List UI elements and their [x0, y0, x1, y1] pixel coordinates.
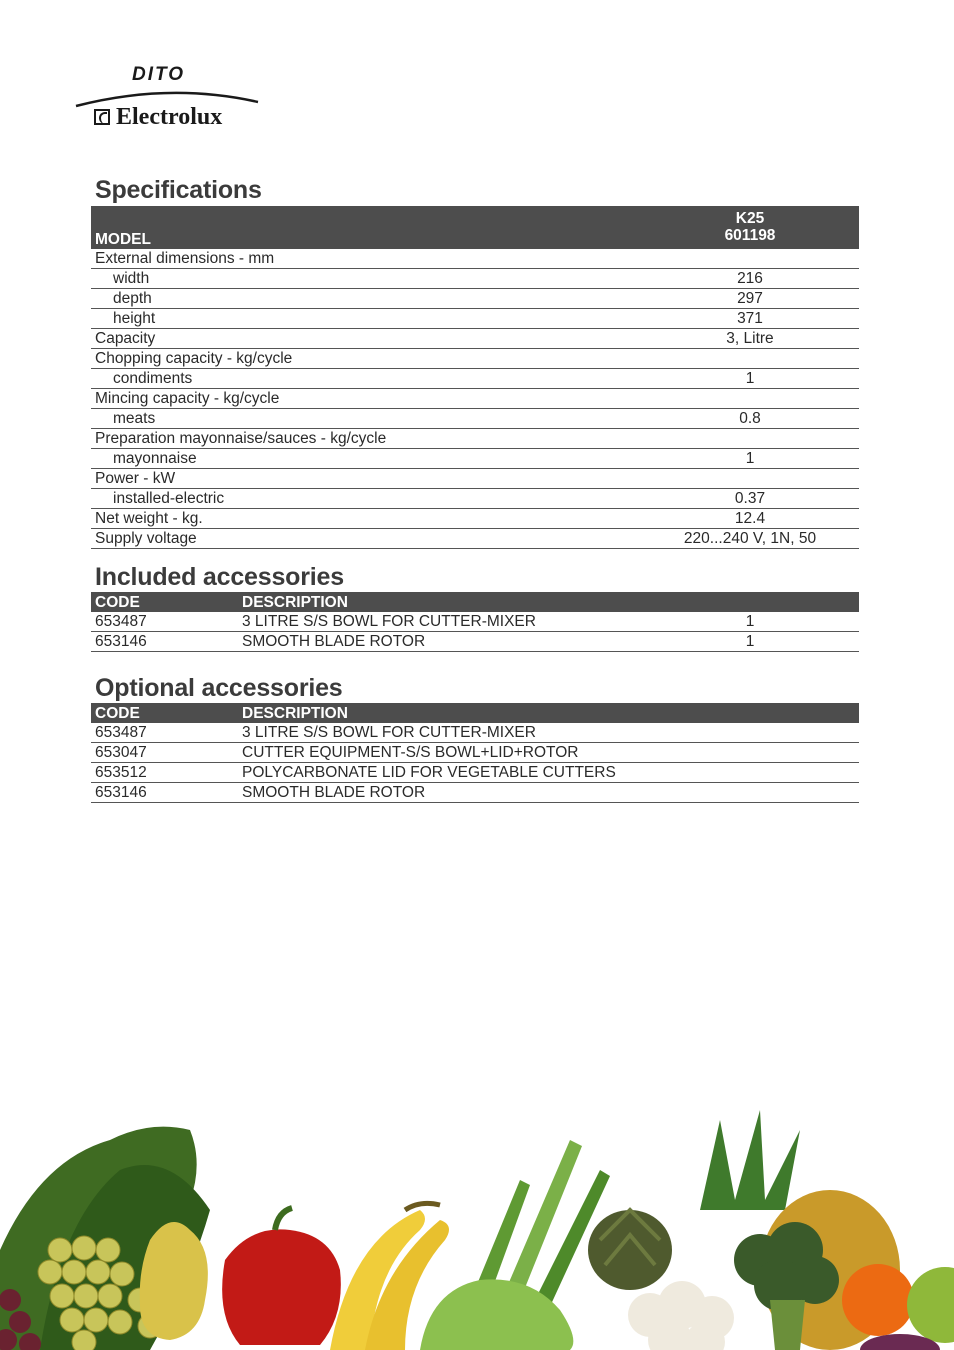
included-accessories-heading: Included accessories	[95, 563, 344, 591]
spec-label: External dimensions - mm	[91, 249, 641, 269]
spec-row	[91, 289, 859, 309]
spec-value: 3, Litre	[641, 329, 859, 349]
model-column-header	[641, 206, 859, 249]
optional-accessories-table	[91, 703, 859, 803]
spec-row	[91, 529, 859, 549]
optional-accessory-row	[91, 763, 859, 783]
model-code: 601198	[724, 226, 776, 244]
accessory-description: 3 LITRE S/S BOWL FOR CUTTER-MIXER	[238, 723, 859, 743]
accessory-code: 653146	[91, 632, 238, 652]
optional-accessories-header-row	[91, 703, 859, 723]
included-description-header: DESCRIPTION	[238, 592, 641, 612]
spec-label: Chopping capacity - kg/cycle	[91, 349, 641, 369]
accessory-description: POLYCARBONATE LID FOR VEGETABLE CUTTERS	[238, 763, 859, 783]
spec-value	[641, 389, 859, 409]
spec-row	[91, 309, 859, 329]
spec-label: Mincing capacity - kg/cycle	[91, 389, 641, 409]
accessory-description: SMOOTH BLADE ROTOR	[238, 783, 859, 803]
spec-value	[641, 469, 859, 489]
spec-row	[91, 349, 859, 369]
spec-row	[91, 269, 859, 289]
electrolux-logo	[94, 104, 222, 131]
specifications-header-row	[91, 206, 859, 249]
included-accessory-row	[91, 632, 859, 652]
spec-value: 0.8	[641, 409, 859, 429]
dito-logo-text: DITO	[132, 64, 186, 85]
included-accessories-header-row	[91, 592, 859, 612]
spec-value: 297	[641, 289, 859, 309]
specifications-body	[91, 249, 859, 549]
spec-row	[91, 329, 859, 349]
brand-logo	[74, 62, 264, 138]
spec-value	[641, 349, 859, 369]
spec-label: depth	[91, 289, 641, 309]
accessory-code: 653512	[91, 763, 238, 783]
spec-label: Capacity	[91, 329, 641, 349]
spec-row	[91, 509, 859, 529]
accessory-description: CUTTER EQUIPMENT-S/S BOWL+LID+ROTOR	[238, 743, 859, 763]
optional-accessories-body	[91, 723, 859, 803]
optional-description-header: DESCRIPTION	[238, 703, 859, 723]
electrolux-logo-text: Electrolux	[116, 104, 223, 130]
spec-row	[91, 469, 859, 489]
spec-label: installed-electric	[91, 489, 641, 509]
specifications-table	[91, 206, 859, 549]
accessory-quantity: 1	[641, 612, 859, 632]
spec-row	[91, 409, 859, 429]
spec-row	[91, 389, 859, 409]
spec-value	[641, 429, 859, 449]
included-accessory-row	[91, 612, 859, 632]
accessory-description: SMOOTH BLADE ROTOR	[238, 632, 641, 652]
spec-row	[91, 429, 859, 449]
optional-accessory-row	[91, 743, 859, 763]
spec-label: Supply voltage	[91, 529, 641, 549]
spec-row	[91, 489, 859, 509]
spec-value: 371	[641, 309, 859, 329]
spec-label: Power - kW	[91, 469, 641, 489]
spec-label: Preparation mayonnaise/sauces - kg/cycle	[91, 429, 641, 449]
optional-code-header: CODE	[91, 703, 238, 723]
spec-value: 0.37	[641, 489, 859, 509]
accessory-code: 653146	[91, 783, 238, 803]
spec-value: 1	[641, 369, 859, 389]
accessory-quantity: 1	[641, 632, 859, 652]
included-qty-header	[641, 592, 859, 612]
spec-label: condiments	[91, 369, 641, 389]
electrolux-mark-icon	[94, 109, 110, 125]
accessory-code: 653487	[91, 612, 238, 632]
spec-label: Net weight - kg.	[91, 509, 641, 529]
accessory-code: 653047	[91, 743, 238, 763]
spec-value	[641, 249, 859, 269]
spec-row	[91, 449, 859, 469]
spec-label: meats	[91, 409, 641, 429]
optional-accessories-heading: Optional accessories	[95, 674, 343, 702]
model-name: K25	[735, 209, 765, 227]
included-accessories-body	[91, 612, 859, 652]
accessory-code: 653487	[91, 723, 238, 743]
included-accessories-table	[91, 592, 859, 652]
spec-row	[91, 249, 859, 269]
optional-accessory-row	[91, 783, 859, 803]
spec-row	[91, 369, 859, 389]
spec-label: mayonnaise	[91, 449, 641, 469]
spec-label: width	[91, 269, 641, 289]
spec-label: height	[91, 309, 641, 329]
included-code-header: CODE	[91, 592, 238, 612]
model-label: MODEL	[91, 206, 641, 249]
spec-value: 220...240 V, 1N, 50	[641, 529, 859, 549]
optional-accessory-row	[91, 723, 859, 743]
accessory-description: 3 LITRE S/S BOWL FOR CUTTER-MIXER	[238, 612, 641, 632]
spec-value: 12.4	[641, 509, 859, 529]
specifications-heading: Specifications	[95, 176, 262, 204]
spec-value: 1	[641, 449, 859, 469]
vegetables-photo	[0, 1100, 954, 1350]
spec-value: 216	[641, 269, 859, 289]
